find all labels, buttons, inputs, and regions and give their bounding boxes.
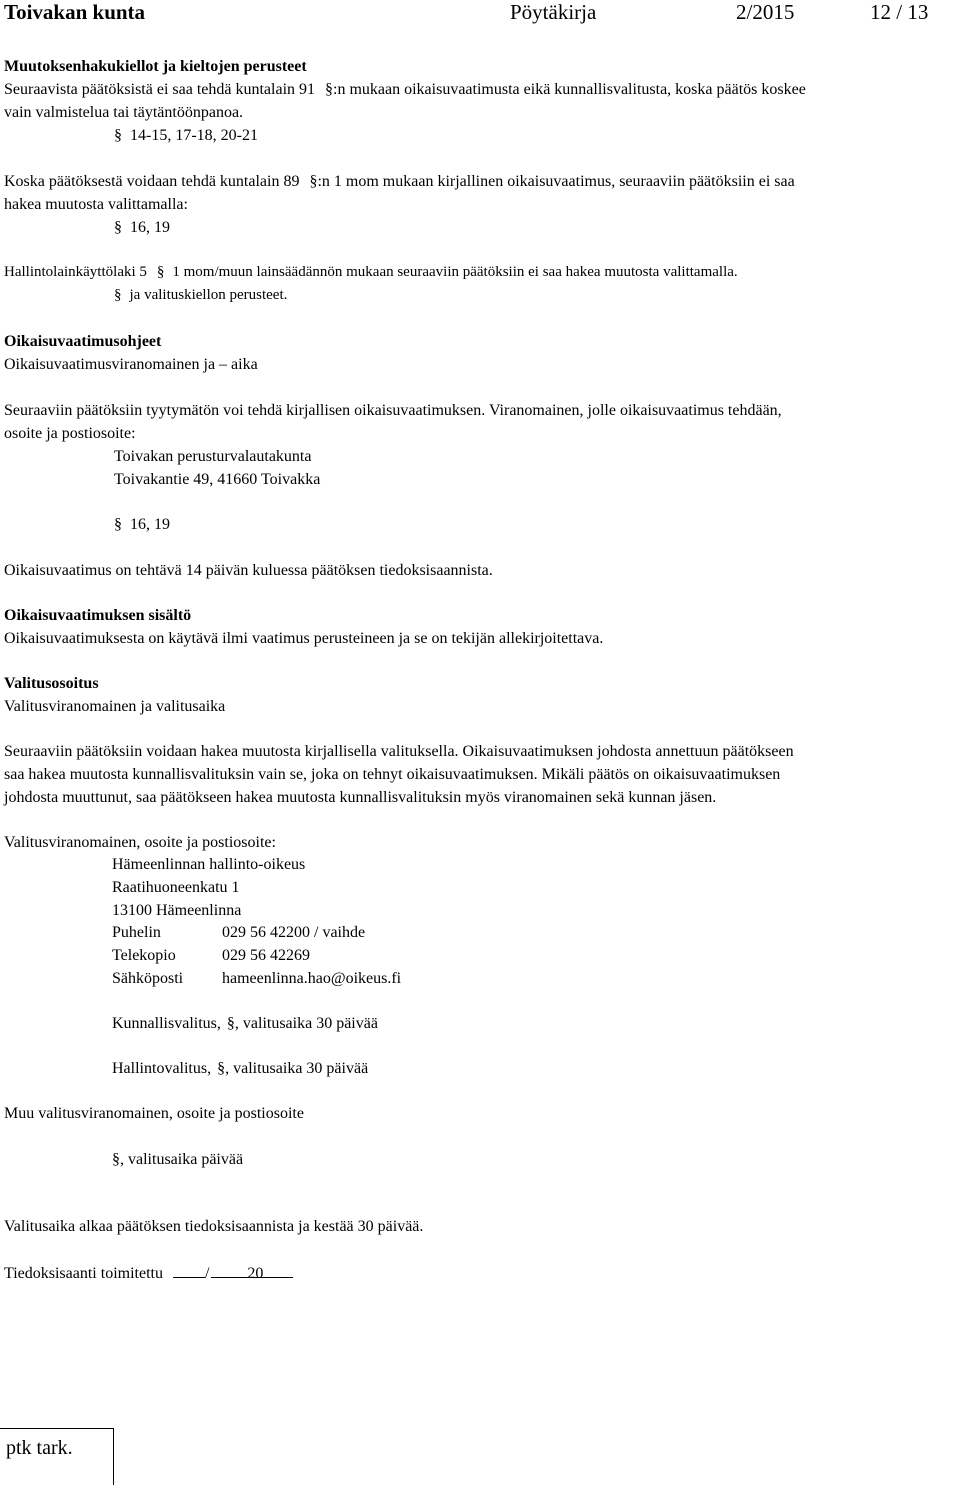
fax-value: 029 56 42269 — [222, 947, 310, 964]
s4-ref: § 16, 19 — [114, 516, 170, 533]
email-label: Sähköposti — [112, 970, 184, 987]
section-sign: § — [309, 173, 318, 190]
rectification-content-title: Oikaisuvaatimuksen sisältö — [4, 607, 192, 624]
notice-delivered-line: Tiedoksisaanti toimitettu / 20 — [4, 1262, 293, 1285]
s6-line3: johdosta muuttunut, saa päätökseen hakea muutosta kunnallisvalituksin myös viranomainen sekä kunnan jäsen. — [4, 789, 717, 806]
rectification-authority-subtitle: Oikaisuvaatimusviranomainen ja – aika — [4, 356, 258, 373]
header-org: Toivakan kunta — [4, 0, 146, 24]
footer-box-top-border — [0, 1428, 114, 1429]
appeal-period-text: Valitusaika alkaa päätöksen tiedoksisaannista ja kestää 30 päivää. — [4, 1218, 424, 1235]
fax-label: Telekopio — [112, 947, 176, 964]
year-prefix: 20 — [247, 1265, 264, 1282]
section-sign: § — [112, 1151, 120, 1168]
section-sign: § — [217, 1060, 226, 1077]
s1-line2: vain valmistelua tai täytäntöönpanoa. — [4, 104, 244, 121]
municipal-appeal-line: Kunnallisvalitus, §, valitusaika 30 päivää — [112, 1015, 378, 1032]
header-doc-type: Pöytäkirja — [510, 0, 597, 24]
other-authority-line: §, valitusaika päivää — [112, 1151, 244, 1168]
s4-address-1: Toivakan perusturvalautakunta — [114, 448, 312, 465]
rectification-instructions-title: Oikaisuvaatimusohjeet — [4, 333, 162, 350]
s4-line1: Seuraaviin päätöksiin tyytymätön voi tehdä kirjallisen oikaisuvaatimuksen. Viranomainen, jolle oikaisuvaatimus tehdään, — [4, 402, 782, 419]
appeal-prohibition-title: Muutoksenhakukiellot ja kieltojen perusteet — [4, 58, 307, 75]
appeal-authority-label: Valitusviranomainen, osoite ja postiosoite: — [4, 834, 276, 851]
administrative-appeal-line: Hallintovalitus, §, valitusaika 30 päivää — [112, 1060, 369, 1077]
minutes-check-label: ptk tark. — [6, 1437, 73, 1459]
section-sign: § — [325, 81, 334, 98]
s2-line1: Koska päätöksestä voidaan tehdä kuntalain 89 §:n 1 mom mukaan kirjallinen oikaisuvaatimus, seuraaviin päätöksiin ei saa — [4, 173, 795, 190]
section-sign: § — [114, 287, 122, 303]
court-postcode: 13100 Hämeenlinna — [112, 902, 242, 919]
appeal-authority-subtitle: Valitusviranomainen ja valitusaika — [4, 698, 226, 715]
phone-value: 029 56 42200 / vaihde — [222, 924, 366, 941]
section-sign: § — [114, 219, 122, 236]
header-page: 12 / 13 — [870, 0, 929, 24]
other-authority-label: Muu valitusviranomainen, osoite ja postiosoite — [4, 1105, 304, 1122]
email-value: hameenlinna.hao@oikeus.fi — [222, 970, 402, 987]
s4-deadline: Oikaisuvaatimus on tehtävä 14 päivän kuluessa päätöksen tiedoksisaannista. — [4, 562, 493, 579]
s6-line2: saa hakea muutosta kunnallisvalituksin vain se, joka on tehnyt oikaisuvaatimuksen. Mikäli päätös on oikaisuvaatimuksen — [4, 766, 781, 783]
court-name: Hämeenlinnan hallinto-oikeus — [112, 856, 306, 873]
footer-box-right-border — [113, 1428, 114, 1485]
s6-line1: Seuraaviin päätöksiin voidaan hakea muutosta kirjallisella valituksella. Oikaisuvaatimuksen johdosta annettuun päätökseen — [4, 743, 794, 760]
s1-ref: § 14-15, 17-18, 20-21 — [114, 127, 258, 144]
section-sign: § — [114, 516, 122, 533]
month-blank — [211, 1262, 247, 1278]
appeal-instructions-title: Valitusosoitus — [4, 675, 99, 692]
s3-line2: § ja valituskiellon perusteet. — [114, 287, 288, 303]
section-sign: § — [114, 127, 122, 144]
court-street: Raatihuoneenkatu 1 — [112, 879, 240, 896]
day-blank — [173, 1262, 205, 1278]
s1-line1: Seuraavista päätöksistä ei saa tehdä kuntalain 91 §:n mukaan oikaisuvaatimusta eikä kunnallisvalitusta, koska päätös koskee — [4, 81, 806, 98]
section-sign: § — [226, 1015, 235, 1032]
header-doc-number: 2/2015 — [736, 0, 795, 24]
section-sign: § — [156, 264, 165, 280]
year-field — [247, 1262, 293, 1282]
s4-address-2: Toivakantie 49, 41660 Toivakka — [114, 471, 321, 488]
s4-line2: osoite ja postiosoite: — [4, 425, 136, 442]
s5-line1: Oikaisuvaatimuksesta on käytävä ilmi vaatimus perusteineen ja se on tekijän allekirjoitettava. — [4, 630, 604, 647]
phone-label: Puhelin — [112, 924, 161, 941]
s2-ref: § 16, 19 — [114, 219, 170, 236]
s2-line2: hakea muutosta valittamalla: — [4, 196, 188, 213]
s3-line1: Hallintolainkäyttölaki 5 § 1 mom/muun lainsäädännön mukaan seuraaviin päätöksiin ei saa hakea muutosta valittamalla. — [4, 264, 738, 280]
